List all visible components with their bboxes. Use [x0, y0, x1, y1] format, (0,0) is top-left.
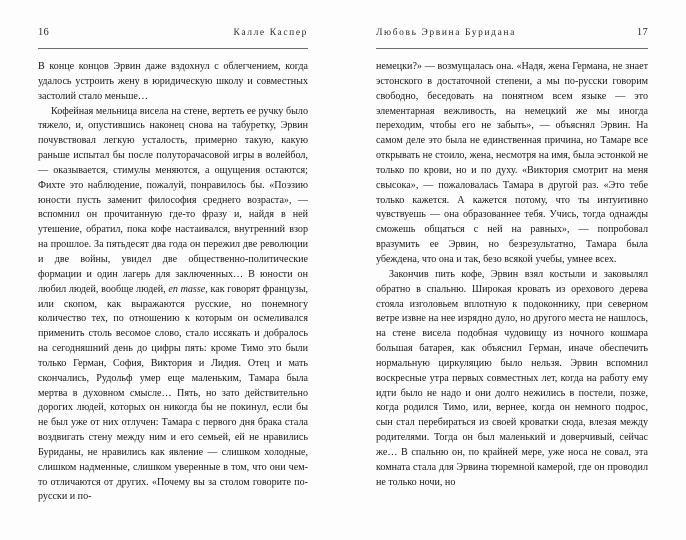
paragraph: В конце концов Эрвин даже вздохнул с облегчением, когда удалось устроить жену в юридическую школу и совместных застолий стало меньше… [38, 61, 308, 102]
body-text-verso [38, 60, 308, 505]
running-head-title-verso: Калле Каспер [233, 28, 308, 38]
running-head-verso [38, 26, 308, 46]
paragraph: Закончив пить кофе, Эрвин взял костыли и заковылял обратно в спальню. Широкая кровать из орехового дерева стояла изголовьем вплотную к подоконнику, при северном ветре извне на нее изрядно дуло, но другого места не нашлось, на стене висела подобная чудовищу из ночного кошмара большая батарея, как объяснил Герман, иначе обеспечить нормальную циркуляцию было нельзя. Эрвин вспомнил воскресные утра первых совместных лет, когда на работу ему идти было не надо и они долго нежились в постели, позже, когда родился Тимо, или, вернее, когда он немного подрос, сын стал перебираться из своей кроватки сюда, влезая между родителями. Тогда он был маленький и доверчивый, сейчас же… В спальню он, по крайней мере, уже носа не совал, эта комната стала для Эрвина тюремной камерой, где он проводил не только ночи, но [376, 268, 648, 488]
folio-number-recto: 17 [636, 27, 648, 38]
paragraph [38, 105, 308, 506]
paragraph-text-before-italic: Кофейная мельница висела на стене, вертеть ее ручку было тяжело, и, опустившись наконец снова на табуретку, Эрвин почувствовал легкую усталость, примерно такую, какую раньше испытал бы после полуторачасовой игры в волейбол, — оказывается, стимулы меняются, а ощущения остаются; Фихте это наблюдение, пожалуй, понравилось бы. «Поэзию юности пусть заменит философия среднего возраста», — вспомнил он прочитанную где-то фразу и, найдя в ней утешение, обратил, пока кофе настаивался, внутренний взор на прошлое. За пятьдесят два года он пережил две революции и две войны, увидел две общественно-политические формации и один лагерь для заключенных… В юности он любил людей, вообще людей, [38, 105, 308, 295]
foreign-phrase-italic: en masse [168, 283, 206, 295]
page-verso-content [38, 26, 308, 505]
header-rule-recto [376, 48, 648, 49]
page-recto [343, 0, 686, 540]
running-head-recto [376, 26, 648, 46]
running-head-title-recto: Любовь Эрвина Буридана [376, 28, 516, 38]
paragraph: немецки?» — возмущалась она. «Надя, жена Германа, не знает эстонского в достаточной степени, а мы по-русски говорим свободно, беседовать на понятном всем языке — это элементарная вежливость, на немецкий же мы иногда переходим, чтобы его не забыть», — объяснял Эрвин. На самом деле это была не единственная причина, но Тамаре все открывать не стоило, жена, несмотря на имя, была эстонкой не только по крови, но и по духу. «Виктория смотрит на меня свысока», — пожаловалась Тамара в другой раз. «Это тебе только кажется. А кажется потому, что ты интуитивно чувствуешь — она образованнее тебя. Учись, тогда однажды сможешь общаться с ней на равных», — попробовал вразумить ее Эрвин, но безрезультатно, Тамара была убеждена, что она и так, безо всякой учебы, умнее всех. [376, 61, 648, 265]
folio-number-verso: 16 [38, 27, 50, 38]
page-recto-content [376, 26, 648, 490]
paragraph-text-after-italic: , как говорят французы, или скопом, как выражаются русские, но понемногу количество тех, по отношению к которым он осмеливался применить столь весомое слово, стало иссякать и добралось на сегодняшний день до цифры пять: кроме Тимо это были только Герман, София, Виктория и Лидия. Отец и мать скончались, Рудольф умер еще маленьким, Тамара была мертва в духовном смысле… Пять, но зато действительно дорогих людей, которых он никогда бы не покинул, если бы не был уже от них отлучен: Тамара с первого дня брака стала воздвигать стену между ним и его семьей, ей не нравились Буриданы, не нравились как явление — слишком холодные, слишком надменные, слишком уверенные в том, что они чем-то отличаются от других. «Почему вы за столом говорите по-русски и по- [38, 283, 308, 503]
body-text-recto [376, 60, 648, 490]
header-rule-verso [38, 48, 308, 49]
